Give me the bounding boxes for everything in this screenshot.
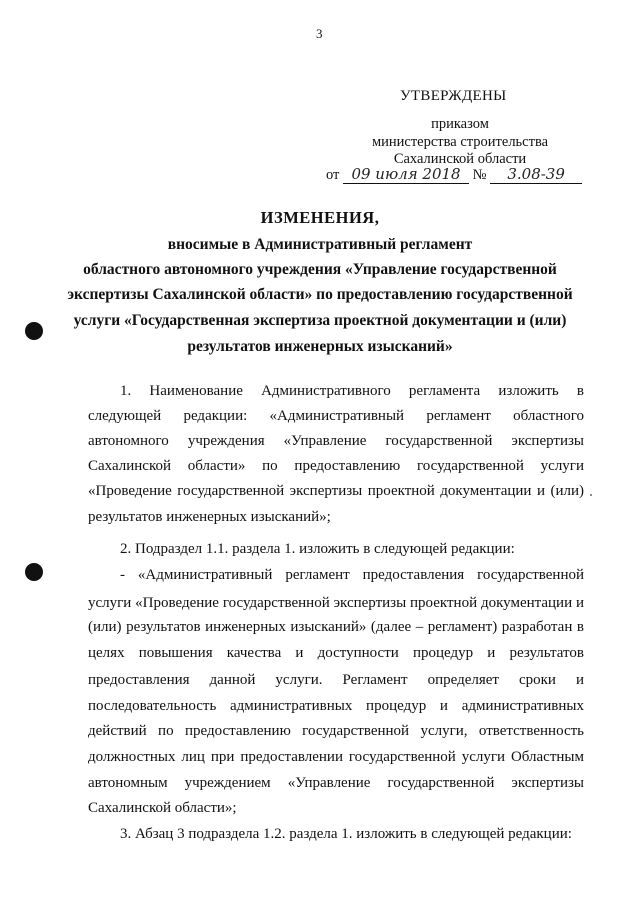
heading-line-4: услуги «Государственная экспертиза проектной документации и (или) bbox=[73, 312, 567, 329]
p1-line-4: Сахалинской области» по предоставлению государственной услуги bbox=[88, 458, 584, 474]
handwritten-number: 3.08-39 bbox=[490, 165, 582, 184]
doc-title: ИЗМЕНЕНИЯ, bbox=[260, 208, 380, 227]
handwritten-date: 09 июля 2018 bbox=[343, 165, 469, 184]
p1-line-2: следующей редакции: «Административный регламент областного bbox=[88, 408, 584, 424]
p3-line-3: (или) результатов инженерных изысканий» (далее – регламент) разработан в bbox=[88, 619, 584, 635]
p3-line-2: услуги «Проведение государственной экспертизы проектной документации и bbox=[88, 595, 584, 611]
approval-line-2: министерства строительства bbox=[371, 134, 549, 150]
p3-line-7: действий по предоставлению государственной услуги, ответственность bbox=[88, 723, 584, 739]
heading-line-2: областного автономного учреждения «Управление государственной bbox=[83, 261, 557, 278]
p1-line-6: результатов инженерных изысканий»; bbox=[88, 509, 331, 525]
p3-line-6: последовательность административных процедур и административных bbox=[88, 698, 584, 714]
p3-line-5: предоставления данной услуги. Регламент определяет сроки и bbox=[88, 672, 584, 688]
heading-line-3: экспертизы Сахалинской области» по предоставлению государственной bbox=[67, 286, 573, 303]
punch-hole-bottom bbox=[25, 563, 43, 581]
p3-line-8: должностных лиц при предоставлении государственной услуги Областным bbox=[88, 749, 584, 765]
p4-line: 3. Абзац 3 подраздела 1.2. раздела 1. изложить в следующей редакции: bbox=[120, 826, 572, 842]
p1-line-1: 1. Наименование Административного регламента изложить в bbox=[120, 383, 584, 399]
p3-line-1: - «Административный регламент предоставления государственной bbox=[120, 567, 584, 583]
p3-line-10: Сахалинской области»; bbox=[88, 800, 237, 816]
page-number: 3 bbox=[316, 26, 323, 41]
date-prefix: от bbox=[326, 167, 340, 183]
p2-line: 2. Подраздел 1.1. раздела 1. изложить в следующей редакции: bbox=[120, 541, 515, 557]
approval-line-3: Сахалинской области bbox=[393, 151, 527, 167]
heading-line-5: результатов инженерных изысканий» bbox=[187, 338, 453, 355]
punch-hole-top bbox=[25, 322, 43, 340]
approval-title: УТВЕРЖДЕНЫ bbox=[400, 88, 507, 104]
p1-line-3: автономного учреждения «Управление государственной экспертизы bbox=[88, 433, 584, 449]
p3-line-9: автономным учреждением «Управление государственной экспертизы bbox=[88, 775, 584, 791]
number-prefix: № bbox=[472, 167, 487, 183]
approval-line-1: приказом bbox=[431, 116, 489, 132]
heading-line-1: вносимые в Административный регламент bbox=[167, 236, 473, 253]
approval-date-line bbox=[326, 165, 582, 184]
p1-line-5: «Проведение государственной экспертизы проектной документации и (или) bbox=[88, 483, 584, 499]
scan-speck bbox=[590, 494, 592, 496]
p3-line-4: целях повышения качества и доступности процедур и результатов bbox=[88, 645, 584, 661]
